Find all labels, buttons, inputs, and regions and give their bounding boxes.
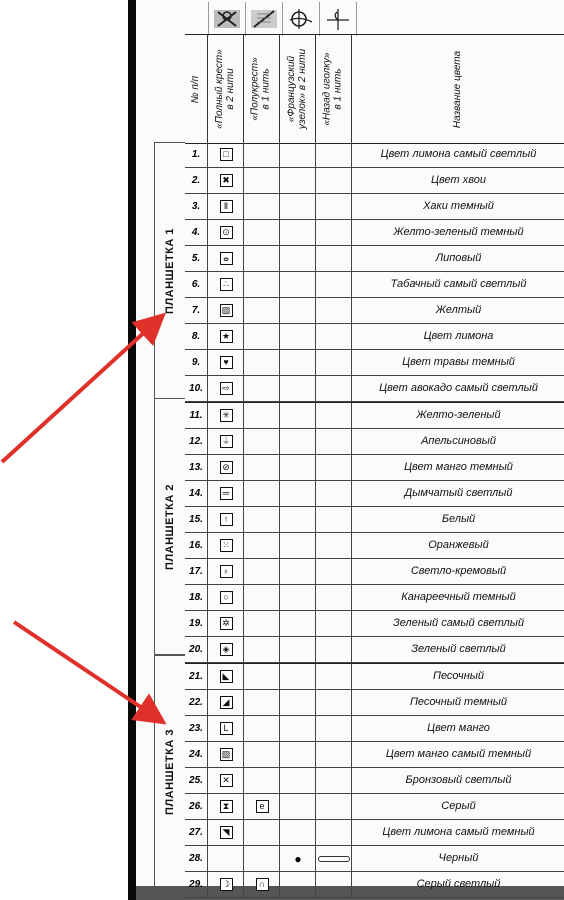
row-number: 24. xyxy=(189,749,203,760)
row-number: 10. xyxy=(189,383,203,394)
stitch-symbol: ○ xyxy=(220,591,233,604)
row-number: 18. xyxy=(189,592,203,603)
row-number: 7. xyxy=(191,305,201,316)
header-full-cross: «Полный крест» в 2 нити xyxy=(214,49,236,129)
color-name: Канареечный темный xyxy=(351,585,564,610)
color-name: Дымчатый светлый xyxy=(351,481,564,506)
color-name: Серый светлый xyxy=(351,872,564,897)
row-number: 23. xyxy=(189,723,203,734)
row-number: 5. xyxy=(191,253,201,264)
color-name: Цвет хвои xyxy=(351,168,564,193)
stitch-symbol: ⁙ xyxy=(220,539,233,552)
stitch-symbol: ⴰ xyxy=(220,252,233,265)
row-number: 29. xyxy=(189,879,203,890)
stitch-symbol: ☽ xyxy=(220,878,233,891)
stitch-symbol: ↑ xyxy=(220,513,233,526)
color-name: Цвет травы темный xyxy=(351,350,564,375)
stitch-symbol: ✲ xyxy=(220,617,233,630)
row-number: 27. xyxy=(189,827,203,838)
color-name: Желтый xyxy=(351,298,564,323)
group-label-3: ПЛАНШЕТКА 3 xyxy=(154,655,185,888)
red-arrow-upper xyxy=(2,318,160,462)
color-name: Хаки темный xyxy=(351,194,564,219)
row-number: 3. xyxy=(191,201,201,212)
stitch-symbol: ▨ xyxy=(220,304,233,317)
row-number: 13. xyxy=(189,462,203,473)
color-name: Цвет манго темный xyxy=(351,455,564,480)
header-half-cross: «Полукрест» в 1 нить xyxy=(250,57,272,121)
color-name: Желто-зеленый темный xyxy=(351,220,564,245)
stitch-symbol: ⇨ xyxy=(220,382,233,395)
color-name: Цвет лимона xyxy=(351,324,564,349)
group-label-1: ПЛАНШЕТКА 1 xyxy=(154,142,185,399)
red-arrow-lower xyxy=(14,622,160,720)
row-number: 20. xyxy=(189,644,203,655)
row-number: 2. xyxy=(191,175,201,186)
row-number: 19. xyxy=(189,618,203,629)
header-french-knot: «Французский узелок» в 2 нити xyxy=(286,48,309,130)
stitch-symbol: ▧ xyxy=(220,748,233,761)
stitch-symbol: ◈ xyxy=(220,643,233,656)
stitch-symbol: L xyxy=(220,722,233,735)
stitch-symbol: ✖ xyxy=(220,174,233,187)
row-number: 14. xyxy=(189,488,203,499)
row-number: 6. xyxy=(191,279,201,290)
color-name: Цвет манго xyxy=(351,716,564,741)
color-name: Зеленый светлый xyxy=(351,637,564,662)
color-name: Апельсиновый xyxy=(351,429,564,454)
color-name: Липовый xyxy=(351,246,564,271)
stitch-symbol: ♁ xyxy=(220,565,233,578)
header-number: № п/п xyxy=(190,75,202,103)
stitch-symbol: Ⅱ xyxy=(220,200,233,213)
stitch-symbol: ⏚ xyxy=(221,436,231,446)
color-name: Бронзовый светлый xyxy=(351,768,564,793)
stitch-symbol: ◢ xyxy=(220,696,233,709)
row-number: 4. xyxy=(191,227,201,238)
stitch-symbol: ∩ xyxy=(256,878,269,891)
row-number: 22. xyxy=(189,697,203,708)
stitch-symbol: ◣ xyxy=(220,670,233,683)
color-name: Светло-кремовый xyxy=(351,559,564,584)
stitch-symbol: ◥ xyxy=(220,826,233,839)
row-number: 16. xyxy=(189,540,203,551)
color-name: Зеленый самый светлый xyxy=(351,611,564,636)
french-knot-dot: ● xyxy=(294,851,302,866)
row-number: 11. xyxy=(189,410,203,421)
row-number: 21. xyxy=(189,671,203,682)
color-name: Песочный темный xyxy=(351,690,564,715)
stitch-symbol: ⊘ xyxy=(220,461,233,474)
stitch-symbol: □ xyxy=(220,148,233,161)
row-number: 17. xyxy=(189,566,203,577)
stitch-symbol: ⊙ xyxy=(220,226,233,239)
color-name: Оранжевый xyxy=(351,533,564,558)
row-number: 15. xyxy=(189,514,203,525)
stitch-symbol: ✕ xyxy=(220,774,233,787)
color-name: Цвет авокадо самый светлый xyxy=(351,376,564,401)
color-name: Песочный xyxy=(351,664,564,689)
group-label-2: ПЛАНШЕТКА 2 xyxy=(154,398,185,655)
row-number: 1. xyxy=(191,149,201,160)
row-number: 9. xyxy=(191,357,201,368)
color-name: Цвет лимона самый светлый xyxy=(351,142,564,167)
stitch-symbol: ♥ xyxy=(220,356,233,369)
header-color-name: Название цвета xyxy=(452,50,463,128)
row-number: 12. xyxy=(189,436,203,447)
row-number: 25. xyxy=(189,775,203,786)
color-name: Цвет манго самый темный xyxy=(351,742,564,767)
row-number: 8. xyxy=(191,331,201,342)
header-backstitch: «Назад иголку» в 1 нить xyxy=(322,52,344,126)
color-name: Табачный самый светлый xyxy=(351,272,564,297)
color-name: Черный xyxy=(351,846,564,871)
stitch-symbol: ✳ xyxy=(220,409,233,422)
color-name: Серый xyxy=(351,794,564,819)
stitch-symbol: ⧗ xyxy=(220,800,233,813)
stitch-symbol: ★ xyxy=(220,330,233,343)
color-name: Желто-зеленый xyxy=(351,403,564,428)
stitch-symbol: ═ xyxy=(220,487,233,500)
row-number: 26. xyxy=(189,801,203,812)
color-name: Цвет лимона самый темный xyxy=(351,820,564,845)
row-number: 28. xyxy=(189,853,203,864)
stitch-symbol: e xyxy=(256,800,269,813)
color-name: Белый xyxy=(351,507,564,532)
stitch-symbol: ∴ xyxy=(220,278,233,291)
